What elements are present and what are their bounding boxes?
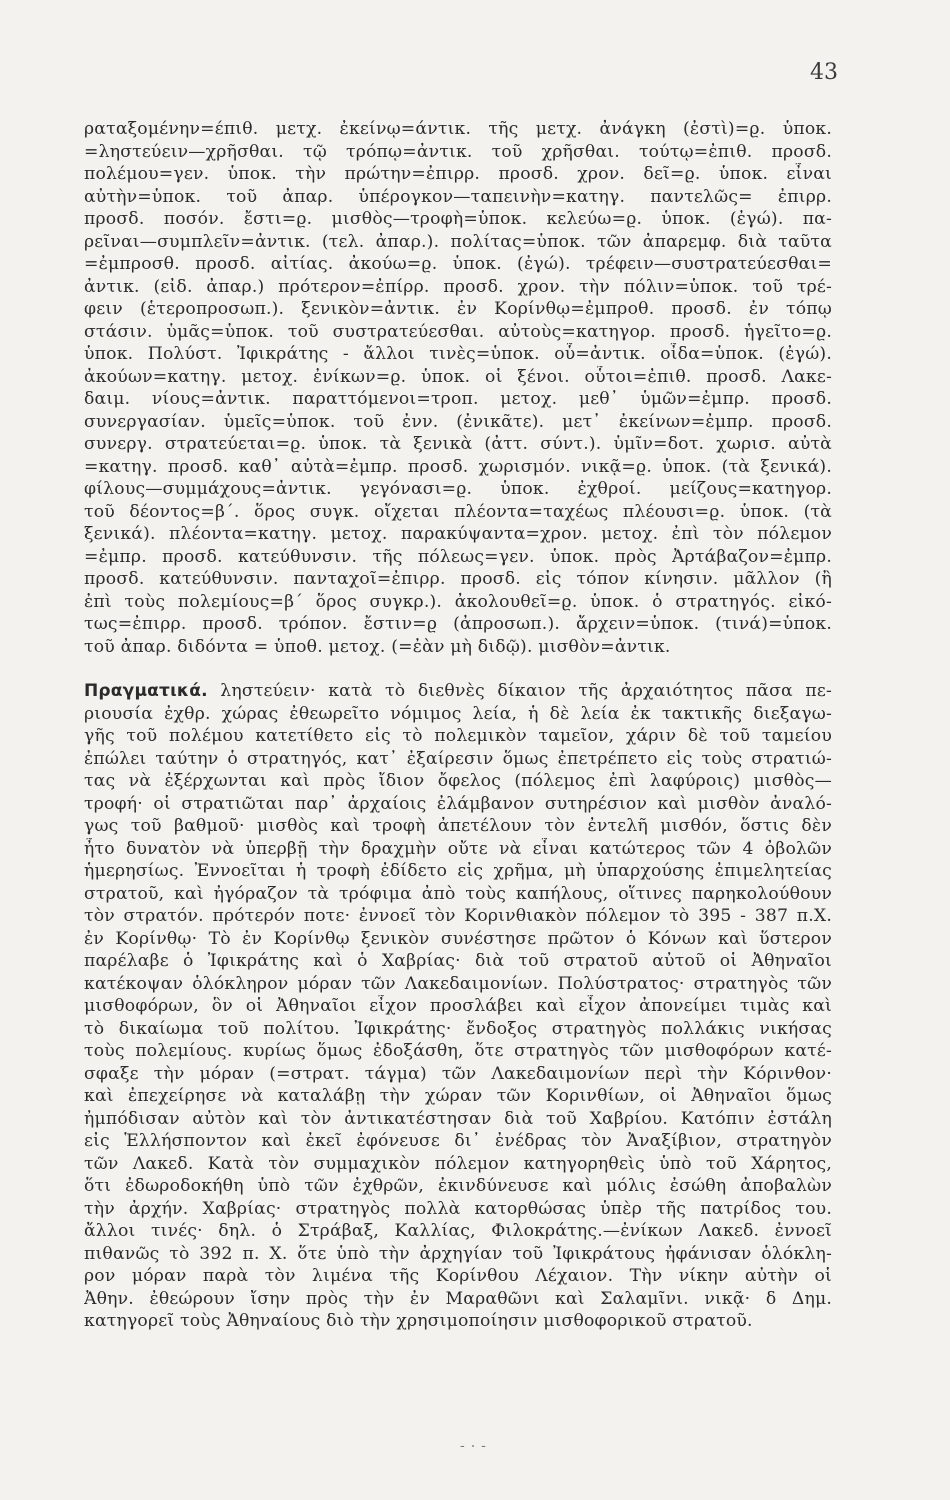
commentary-heading: Πραγματικά.	[84, 681, 208, 701]
text-line: =ληστεύειν—χρῆσθαι. τῷ τρόπῳ=ἀντικ. τοῦ χρῆσθαι. τούτῳ=ἐπιθ. προσδ.	[84, 141, 832, 162]
text-line: τὸ δικαίωμα τοῦ πολίτου. Ἰφικράτης· ἔνδοξος στρατηγὸς πολλάκις νικήσας	[84, 1018, 832, 1039]
text-line: τως=ἐπιρρ. προσδ. τρόπον. ἔστιν=ϱ (ἀπροσωπ.). ἄρχειν=ὑποκ. (τινά)=ὑποκ.	[84, 614, 832, 634]
text-line: καὶ ἐπεχείρησε νὰ καταλάβῃ τὴν χώραν τῶν Κορινθίων, οἱ Ἀθηναῖοι ὅμως	[84, 1086, 832, 1106]
text-line: =ἐμπρ. προσδ. κατεύθυνσιν. τῆς πόλεως=γεν. ὑποκ. πρὸς Ἀρτάβαζον=ἐμπρ.	[84, 546, 832, 567]
text-line: τοῦ ἀπαρ. διδόντα = ὑποθ. μετοχ. (=ἐὰν μὴ διδῷ). μισθὸν=ἀντικ.	[84, 636, 671, 657]
text-line: ρεῖναι—συμπλεῖν=ἀντικ. (τελ. ἀπαρ.). πολίτας=ὑποκ. τῶν ἀπαρεμφ. διὰ ταῦτα	[84, 231, 832, 252]
text-line: στάσιν. ὑμᾶς=ὑποκ. τοῦ συστρατεύεσθαι. αὐτοὺς=κατηγορ. προσδ. ἡγεῖτο=ϱ.	[84, 321, 832, 342]
text-line: εἰς Ἑλλήσποντον καὶ ἐκεῖ ἐφόνευσε δι᾽ ἐνέδρας τὸν Ἀναξίβιον, στρατηγὸν	[84, 1131, 832, 1151]
text-line: κατέκοψαν ὁλόκληρον μόραν τῶν Λακεδαιμονίων. Πολύστρατος· στρατηγὸς τῶν	[84, 973, 832, 994]
text-line: ἀκούων=κατηγ. μετοχ. ἐνίκων=ϱ. ὑποκ. οἱ ξένοι. οὗτοι=ἐπιθ. προσδ. Λακε-	[84, 366, 832, 387]
text-line: τὴν ἀρχήν. Χαβρίας· στρατηγὸς πολλὰ κατορθώσας ὑπὲρ τῆς πατρίδος του.	[84, 1198, 832, 1219]
text-line: ἐπώλει ταύτην ὁ στρατηγός, κατ᾽ ἐξαίρεσιν ὅμως ἐπετρέπετο εἰς τοὺς στρατιώ-	[84, 748, 832, 769]
text-line: ἐπὶ τοὺς πολεμίους=β΄ ὅρος συγκρ.). ἀκολουθεῖ=ϱ. ὑποκ. ὁ στρατηγός. εἰκό-	[84, 591, 832, 612]
commentary-first-line-text: ληστεύειν· κατὰ τὸ διεθνὲς δίκαιον τῆς ἀρχαιότητος πᾶσα πε-	[220, 681, 832, 701]
text-line: κατηγορεῖ τοὺς Ἀθηναίους διὸ τὴν χρησιμοποίησιν μισθοφορικοῦ στρατοῦ.	[84, 1311, 753, 1331]
text-line: =κατηγ. προσδ. καθ᾽ αὐτὰ=ἐμπρ. προσδ. χωρισμόν. νικᾷ=ϱ. ὑποκ. (τὰ ξενικά).	[84, 456, 832, 477]
text-line: συνεργ. στρατεύεται=ϱ. ὑποκ. τὰ ξενικὰ (ἀττ. σύντ.). ὑμῖν=δοτ. χωρισ. αὐτὰ	[84, 434, 832, 454]
text-line: παρέλαβε ὁ Ἰφικράτης καὶ ὁ Χαβρίας· διὰ τοῦ στρατοῦ αὐτοῦ οἱ Ἀθηναῖοι	[84, 951, 832, 971]
text-line: τῶν Λακεδ. Κατὰ τὸν συμμαχικὸν πόλεμον κατηγορηθεὶς ὑπὸ τοῦ Χάρητος,	[84, 1153, 832, 1174]
text-line: Ἀθην. ἐθεώρουν ἴσην πρὸς τὴν ἐν Μαραθῶνι καὶ Σαλαμῖνι. νικᾷ· δ Δημ.	[84, 1288, 832, 1309]
text-line: ἀντικ. (εἰδ. ἀπαρ.) πρότερον=ἐπίρρ. προσδ. χρον. τὴν πόλιν=ὑποκ. τοῦ τρέ-	[84, 276, 832, 297]
text-line: αὐτὴν=ὑποκ. τοῦ ἀπαρ. ὑπέρογκον—ταπεινὴν=κατηγ. παντελῶς= ἐπιρρ.	[84, 186, 832, 207]
text-line: στρατοῦ, καὶ ἠγόραζον τὰ τρόφιμα ἀπὸ τοὺς καπήλους, οἵτινες παρηκολούθουν	[84, 883, 832, 904]
text-line: σφαξε τὴν μόραν (=στρατ. τάγμα) τῶν Λακεδαιμονίων περὶ τὴν Κόρινθον·	[84, 1063, 832, 1084]
text-line: γῆς τοῦ πολέμου κατετίθετο εἰς τὸ πολεμικὸν ταμεῖον, χάριν δὲ τοῦ ταμείου	[84, 726, 832, 746]
text-line: γως τοῦ βαθμοῦ· μισθὸς καὶ τροφὴ ἀπετέλουν τὸν ἐντελῆ μισθόν, ὅστις δὲν	[84, 816, 832, 836]
text-line: ἡμερησίως. Ἐννοεῖται ἡ τροφὴ ἐδίδετο εἰς χρῆμα, μὴ ὑπαρχούσης ἐπιμελητείας	[84, 861, 832, 881]
text-line: τοῦ δέοντος=β΄. ὅρος συγκ. οἴχεται πλέοντα=ταχέως πλέουσι=ϱ. ὑποκ. (τὰ	[84, 501, 832, 522]
text-line: δαιμ. νίους=ἀντικ. παραττόμενοι=τροπ. μετοχ. μεθ᾽ ὑμῶν=ἐμπρ. προσδ.	[84, 389, 832, 409]
grammar-notes	[84, 118, 832, 658]
text-line: ἐν Κορίνθῳ· Τὸ ἐν Κορίνθῳ ξενικὸν συνέστησε πρῶτον ὁ Κόνων καὶ ὕστερον	[84, 928, 832, 949]
text-line: τας νὰ ἐξέρχωνται καὶ πρὸς ἴδιον ὄφελος (πόλεμος ἐπὶ λαφύροις) μισθὸς—	[84, 771, 832, 791]
text-line: πολέμου=γεν. ὑποκ. τὴν πρώτην=ἐπιρρ. προσδ. χρον. δεῖ=ϱ. ὑποκ. εἶναι	[84, 164, 832, 184]
text-line: =ἐμπροσθ. προσδ. αἰτίας. ἀκούω=ϱ. ὑποκ. (ἐγώ). τρέφειν—συστρατεύεσθαι=	[84, 254, 832, 274]
text-line: ἦτο δυνατὸν νὰ ὑπερβῇ τὴν δραχμὴν οὔτε νὰ εἶναι κατώτερος τῶν 4 ὀβολῶν	[84, 838, 832, 859]
text-line: φειν (ἑτεροπροσωπ.). ξενικὸν=ἀντικ. ἐν Κορίνθῳ=ἐμπροθ. προσδ. ἐν τόπῳ	[84, 299, 832, 319]
footer-mark: - ٠ -	[460, 1438, 486, 1454]
text-line: ραταξομένην=έπιθ. μετχ. ἐκείνῳ=άντικ. τῆς μετχ. ἀνάγκη (ἐστὶ)=ϱ. ὑποκ.	[84, 119, 832, 139]
text-line: ὑποκ. Πολύστ. Ἰφικράτης - ἄλλοι τινὲς=ὑποκ. οὗ=ἀντικ. οἶδα=ὑποκ. (ἐγώ).	[84, 344, 832, 364]
text-line: μισθοφόρων, ὃν οἱ Ἀθηναῖοι εἶχον προσλάβει καὶ εἶχον ἀπονείμει τιμὰς καὶ	[84, 996, 832, 1016]
page-number: 43	[810, 60, 838, 85]
text-line: ὅτι ἐδωροδοκήθη ὑπὸ τῶν ἐχθρῶν, ἐκινδύνευσε καὶ μόλις ἐσώθη ἀποβαλὼν	[84, 1176, 832, 1196]
text-line: προσδ. κατεύθυνσιν. πανταχοῖ=ἐπιρρ. προσδ. εἰς τόπον κίνησιν. μᾶλλον (ἢ	[84, 569, 832, 589]
text-line: ἠμπόδισαν αὐτὸν καὶ τὸν ἀντικατέστησαν διὰ τοῦ Χαβρίου. Κατόπιν ἐστάλη	[84, 1108, 832, 1129]
text-line: πιθανῶς τὸ 392 π. Χ. ὅτε ὑπὸ τὴν ἀρχηγίαν τοῦ Ἰφικράτους ἠφάνισαν ὁλόκλη-	[84, 1243, 832, 1264]
text-line: φίλους—συμμάχους=ἀντικ. γεγόνασι=ϱ. ὑποκ. ἐχθροί. μείζους=κατηγορ.	[84, 479, 832, 499]
commentary-first-line	[84, 680, 832, 703]
text-line: προσδ. ποσόν. ἔστι=ϱ. μισθὸς—τροφὴ=ὑποκ. κελεύω=ϱ. ὑποκ. (ἐγώ). πα-	[84, 209, 832, 229]
text-line: ξενικά). πλέοντα=κατηγ. μετοχ. παρακύψαντα=χρον. μετοχ. ἐπὶ τὸν πόλεμον	[84, 524, 832, 544]
text-line: ριουσία ἐχθρ. χώρας ἐθεωρεῖτο νόμιμος λεία, ἡ δὲ λεία ἐκ τακτικῆς διεξαγω-	[84, 703, 832, 724]
commentary-section	[84, 680, 832, 1333]
text-line: ρον μόραν παρὰ τὸν λιμένα τῆς Κορίνθου Λέχαιον. Τὴν νίκην αὐτὴν οἱ	[84, 1266, 832, 1286]
text-line: ἄλλοι τινές· δηλ. ὁ Στράβαξ, Καλλίας, Φιλοκράτης.—ἐνίκων Λακεδ. ἐννοεῖ	[84, 1221, 832, 1241]
text-line: τὸν στρατόν. πρότερόν ποτε· ἐννοεῖ τὸν Κορινθιακὸν πόλεμον τὸ 395 - 387 π.Χ.	[84, 906, 832, 926]
text-line: τροφή· οἱ στρατιῶται παρ᾽ ἀρχαίοις ἐλάμβανον συτηρέσιον καὶ μισθὸν ἀναλό-	[84, 793, 832, 814]
text-line: συνεργασίαν. ὑμεῖς=ὑποκ. τοῦ ἐνν. (ἐνικᾶτε). μετ᾽ ἐκείνων=ἐμπρ. προσδ.	[84, 411, 832, 432]
text-line: τοὺς πολεμίους. κυρίως ὅμως ἐδοξάσθη, ὅτε στρατηγὸς τῶν μισθοφόρων κατέ-	[84, 1041, 832, 1061]
